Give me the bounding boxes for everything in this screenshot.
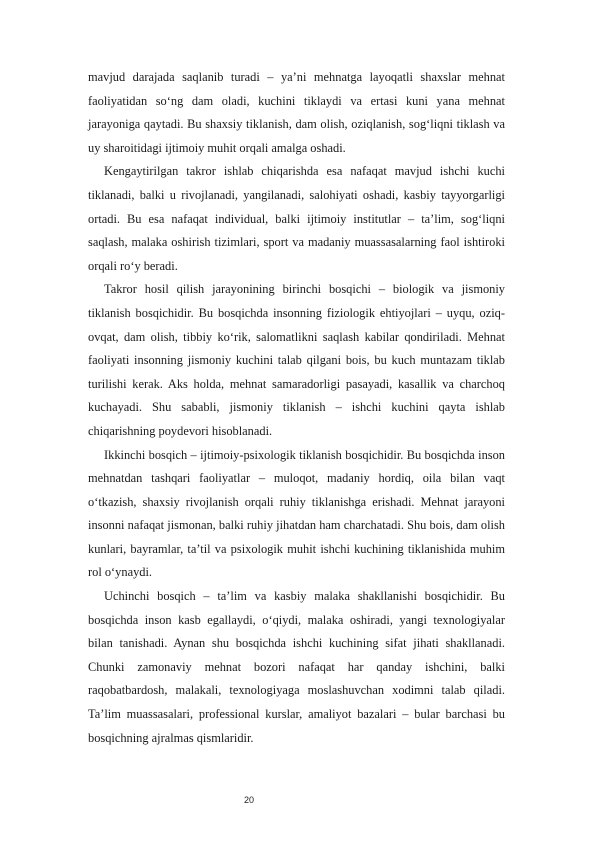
body-text	[88, 66, 505, 750]
paragraph-continuation: mavjud darajada saqlanib turadi – ya’ni mehnatga layoqatli shaxslar mehnat faoliyatidan so‘ng dam oladi, kuchini tiklaydi va ertasi kuni yana mehnat jarayoniga qaytadi. Bu shaxsiy tiklanish, dam olish, oziqlanish, sog‘liqni tiklash va uy sharoitidagi ijtimoiy muhit orqali amalga oshadi.	[88, 70, 505, 155]
page-number: 20	[244, 795, 255, 805]
paragraph-stage-one: Takror hosil qilish jarayonining birinchi bosqichi – biologik va jismoniy tiklanish bosqichidir. Bu bosqichda insonning fiziologik ehtiyojlari – uyqu, oziq-ovqat, dam olish, tibbiy ko‘rik, salomatlikni saqlash kabilar qondiriladi. Mehnat faoliyati insonning jismoniy kuchini talab qilgani bois, bu kuch muntazam tiklab turilishi kerak. Aks holda, mehnat samaradorligi pasayadi, kasallik va charchoq kuchayadi. Shu sababli, jismoniy tiklanish – ishchi kuchini qayta ishlab chiqarishning poydevori hisoblanadi.	[88, 282, 505, 438]
paragraph-stage-two: Ikkinchi bosqich – ijtimoiy-psixologik tiklanish bosqichidir. Bu bosqichda inson mehnatdan tashqari faoliyatlar – muloqot, madaniy hordiq, oila bilan vaqt o‘tkazish, shaxsiy rivojlanish orqali ruhiy tiklanishga erishadi. Mehnat jarayoni insonni nafaqat jismonan, balki ruhiy jihatdan ham charchatadi. Shu bois, dam olish kunlari, bayramlar, ta’til va psixologik muhit ishchi kuchining tiklanishida muhim rol o‘ynaydi.	[88, 447, 505, 580]
paragraph-stage-three: Uchinchi bosqich – ta’lim va kasbiy malaka shakllanishi bosqichidir. Bu bosqichda inson kasb egallaydi, o‘qiydi, malaka oshiradi, yangi texnologiyalar bilan tanishadi. Aynan shu bosqichda ishchi kuchining sifat jihati shakllanadi. Chunki zamonaviy mehnat bozori nafaqat har qanday ishchini, balki raqobatbardosh, malakali, texnologiyaga moslashuvchan xodimni talab qiladi. Ta’lim muassasalari, professional kurslar, amaliyot bazalari – bular barchasi bu bosqichning ajralmas qismlaridir.	[88, 589, 505, 745]
paragraph-extended-reproduction: Kengaytirilgan takror ishlab chiqarishda esa nafaqat mavjud ishchi kuchi tiklanadi, balki u rivojlanadi, yangilanadi, salohiyati oshadi, kasbiy tayyorgarligi ortadi. Bu esa nafaqat individual, balki ijtimoiy institutlar – ta’lim, sog‘liqni saqlash, malaka oshirish tizimlari, sport va madaniy muassasalarning faol ishtiroki orqali ro‘y beradi.	[88, 164, 505, 273]
